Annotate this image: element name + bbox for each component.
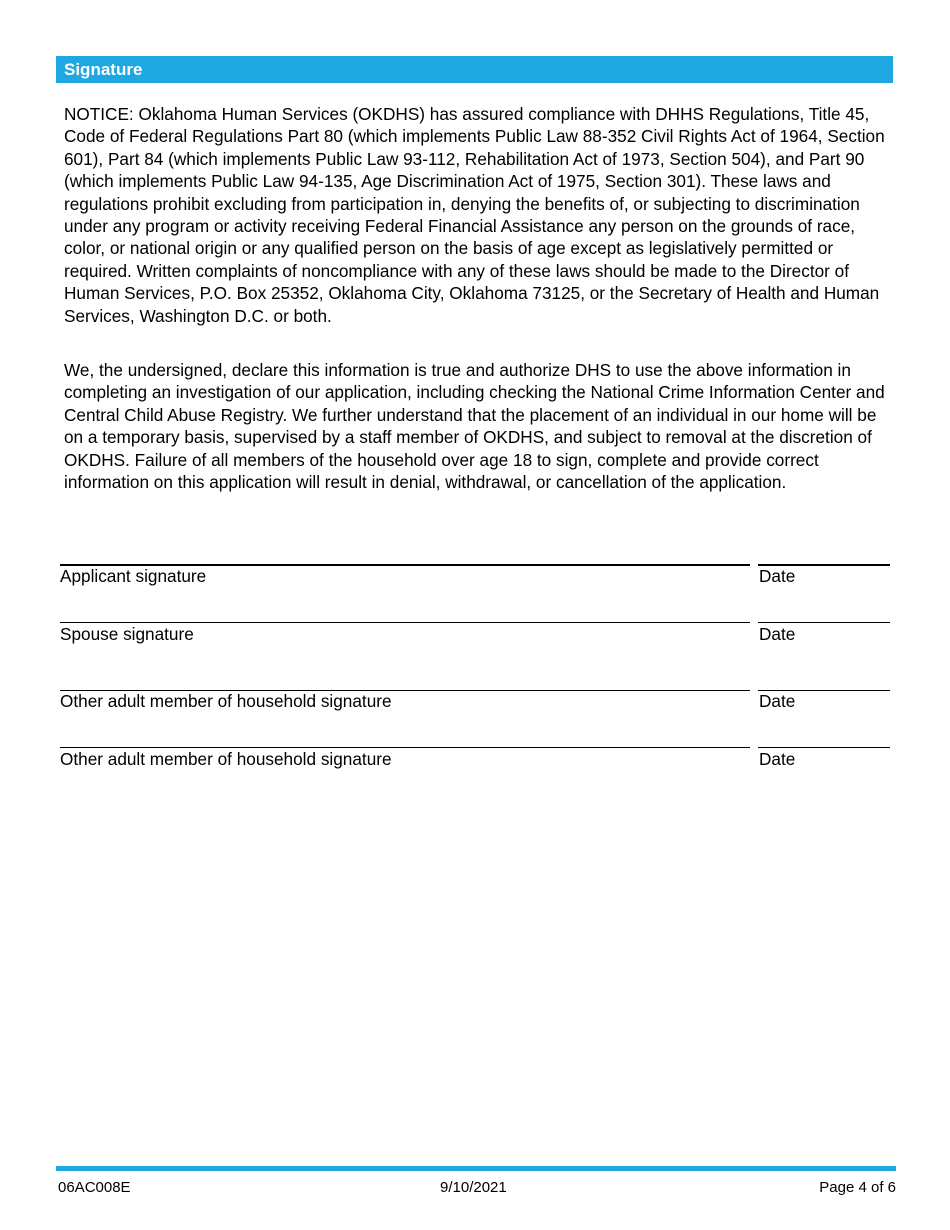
spouse-date-label: Date (759, 624, 796, 644)
notice-paragraph: NOTICE: Oklahoma Human Services (OKDHS) has assured compliance with DHHS Regulations, Title 45, Code of Federal Regulations Part 80 (which implements Public Law 88-352 Civil Rights Act of 1964, Section 601), Part 84 (which implements Public Law 93-112, Rehabilitation Act of 1973, Section 504), and Part 90 (which implements Public Law 94-135, Age Discrimination Act of 1975, Section 301). These laws and regulations prohibit excluding from participation in, denying the benefits of, or subjecting to discrimination under any program or activity receiving Federal Financial Assistance any person on the grounds of race, color, or national origin or any qualified person on the basis of age except as legislatively permitted or required. Written complaints of noncompliance with any of these laws should be made to the Director of Human Services, P.O. Box 25352, Oklahoma City, Oklahoma 73125, or the Secretary of Health and Human Services, Washington D.C. or both. (64, 104, 885, 326)
spouse-date-line[interactable] (758, 622, 890, 623)
footer-rule (56, 1166, 896, 1171)
spouse-signature-line[interactable] (60, 622, 750, 623)
other-adult-date-label-2: Date (759, 749, 796, 769)
spouse-signature-label: Spouse signature (60, 624, 194, 644)
other-adult-signature-label-2: Other adult member of household signature (60, 749, 392, 769)
other-adult-date-line-2[interactable] (758, 747, 890, 748)
applicant-signature-label: Applicant signature (60, 566, 207, 586)
applicant-date-label: Date (759, 566, 796, 586)
other-adult-signature-line-2[interactable] (60, 747, 750, 748)
footer-form-number: 06AC008E (58, 1179, 131, 1196)
section-header-signature: Signature (56, 56, 893, 83)
footer-page-number: Page 4 of 6 (819, 1179, 896, 1196)
other-adult-signature-label-1: Other adult member of household signature (60, 691, 392, 711)
declaration-paragraph: We, the undersigned, declare this information is true and authorize DHS to use the above information in completing an investigation of our application, including checking the National Crime Information Center and Central Child Abuse Registry. We further understand that the placement of an individual in our home will be on a temporary basis, supervised by a staff member of OKDHS, and subject to removal at the discretion of OKDHS. Failure of all members of the household over age 18 to sign, complete and provide correct information on this application will result in denial, withdrawal, or cancellation of the application. (64, 360, 885, 493)
other-adult-date-label-1: Date (759, 691, 796, 711)
footer-date: 9/10/2021 (440, 1179, 507, 1196)
